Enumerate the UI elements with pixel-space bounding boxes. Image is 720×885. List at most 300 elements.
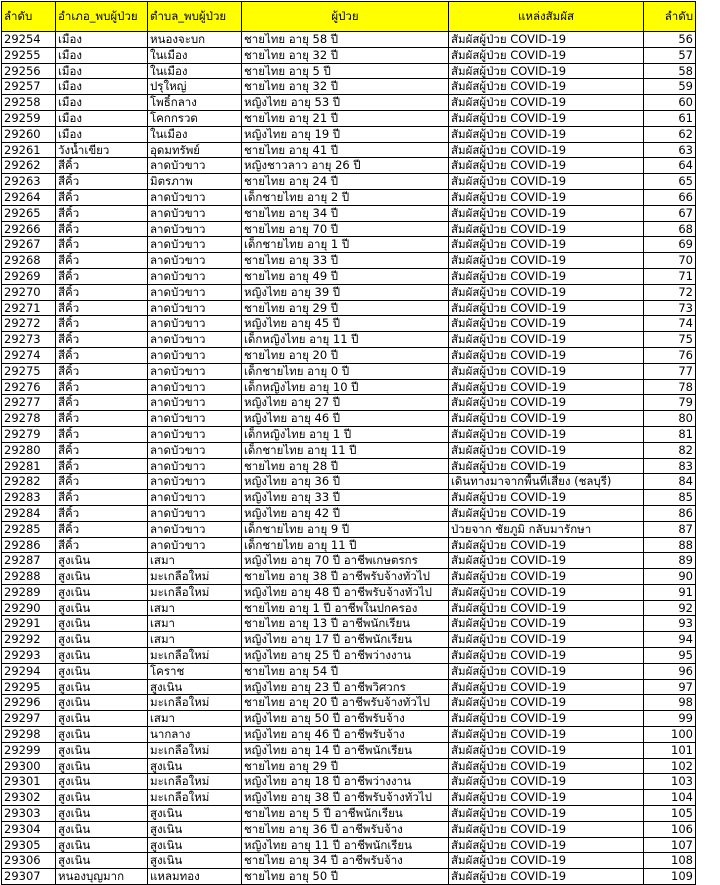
subdistrict-cell: ปรุใหญ่ <box>148 79 242 95</box>
subdistrict-cell: ลาดบัวขาว <box>148 379 242 395</box>
district-cell: สีคิ้ว <box>56 458 148 474</box>
case-number-cell: 29260 <box>2 126 56 142</box>
table-row <box>2 853 696 869</box>
order-cell: 109 <box>644 869 696 885</box>
patient-cell: ชายไทย อายุ 36 ปี อาชีพรับจ้าง <box>242 821 449 837</box>
subdistrict-cell: สูงเนิน <box>148 853 242 869</box>
source-cell: สัมผัสผู้ป่วย COVID-19 <box>449 727 644 743</box>
table-header <box>2 2 696 32</box>
table-row <box>2 474 696 490</box>
subdistrict-cell: โคราช <box>148 663 242 679</box>
subdistrict-cell: เสมา <box>148 711 242 727</box>
order-cell: 59 <box>644 79 696 95</box>
order-cell: 78 <box>644 379 696 395</box>
patient-cell: หญิงไทย อายุ 45 ปี <box>242 316 449 332</box>
subdistrict-cell: มะเกลือใหม่ <box>148 790 242 806</box>
order-cell: 76 <box>644 347 696 363</box>
subdistrict-cell: ลาดบัวขาว <box>148 505 242 521</box>
table-row <box>2 268 696 284</box>
source-cell: สัมผัสผู้ป่วย COVID-19 <box>449 205 644 221</box>
patient-cell: ชายไทย อายุ 41 ปี <box>242 142 449 158</box>
case-number-cell: 29259 <box>2 110 56 126</box>
patient-cell: หญิงไทย อายุ 23 ปี อาชีพวิศวกร <box>242 679 449 695</box>
subdistrict-cell: ลาดบัวขาว <box>148 537 242 553</box>
header-source: แหล่งสัมผัส <box>449 2 644 32</box>
order-cell: 84 <box>644 474 696 490</box>
order-cell: 62 <box>644 126 696 142</box>
order-cell: 65 <box>644 174 696 190</box>
subdistrict-cell: ในเมือง <box>148 47 242 63</box>
order-cell: 85 <box>644 490 696 506</box>
table-row <box>2 332 696 348</box>
case-number-cell: 29288 <box>2 569 56 585</box>
patient-cell: หญิงไทย อายุ 46 ปี อาชีพรับจ้าง <box>242 727 449 743</box>
case-number-cell: 29255 <box>2 47 56 63</box>
source-cell: สัมผัสผู้ป่วย COVID-19 <box>449 79 644 95</box>
order-cell: 80 <box>644 411 696 427</box>
district-cell: เมือง <box>56 126 148 142</box>
table-row <box>2 553 696 569</box>
source-cell: สัมผัสผู้ป่วย COVID-19 <box>449 584 644 600</box>
district-cell: เมือง <box>56 95 148 111</box>
order-cell: 103 <box>644 774 696 790</box>
patient-cell: หญิงไทย อายุ 70 ปี อาชีพเกษตรกร <box>242 553 449 569</box>
district-cell: สีคิ้ว <box>56 442 148 458</box>
table-row <box>2 632 696 648</box>
case-number-cell: 29281 <box>2 458 56 474</box>
order-cell: 61 <box>644 110 696 126</box>
subdistrict-cell: มะเกลือใหม่ <box>148 742 242 758</box>
table-row <box>2 648 696 664</box>
district-cell: สีคิ้ว <box>56 474 148 490</box>
district-cell: เมือง <box>56 110 148 126</box>
table-row <box>2 221 696 237</box>
case-number-cell: 29263 <box>2 174 56 190</box>
subdistrict-cell: ลาดบัวขาว <box>148 205 242 221</box>
order-cell: 102 <box>644 758 696 774</box>
table-row <box>2 616 696 632</box>
district-cell: สีคิ้ว <box>56 521 148 537</box>
source-cell: สัมผัสผู้ป่วย COVID-19 <box>449 695 644 711</box>
table-row <box>2 537 696 553</box>
district-cell: สูงเนิน <box>56 790 148 806</box>
subdistrict-cell: เสมา <box>148 553 242 569</box>
source-cell: สัมผัสผู้ป่วย COVID-19 <box>449 632 644 648</box>
subdistrict-cell: ลาดบัวขาว <box>148 521 242 537</box>
order-cell: 56 <box>644 32 696 48</box>
subdistrict-cell: ลาดบัวขาว <box>148 221 242 237</box>
order-cell: 72 <box>644 284 696 300</box>
order-cell: 93 <box>644 616 696 632</box>
district-cell: สูงเนิน <box>56 853 148 869</box>
patient-cell: ชายไทย อายุ 32 ปี <box>242 79 449 95</box>
source-cell: สัมผัสผู้ป่วย COVID-19 <box>449 379 644 395</box>
patient-cell: หญิงไทย อายุ 25 ปี อาชีพว่างงาน <box>242 648 449 664</box>
subdistrict-cell: เสมา <box>148 632 242 648</box>
patient-cell: ชายไทย อายุ 58 ปี <box>242 32 449 48</box>
patient-cell: ชายไทย อายุ 29 ปี <box>242 300 449 316</box>
source-cell: สัมผัสผู้ป่วย COVID-19 <box>449 221 644 237</box>
source-cell: สัมผัสผู้ป่วย COVID-19 <box>449 774 644 790</box>
subdistrict-cell: ลาดบัวขาว <box>148 442 242 458</box>
case-number-cell: 29296 <box>2 695 56 711</box>
subdistrict-cell: ในเมือง <box>148 126 242 142</box>
patient-cell: เด็กหญิงไทย อายุ 1 ปี <box>242 426 449 442</box>
district-cell: สีคิ้ว <box>56 221 148 237</box>
table-row <box>2 774 696 790</box>
case-number-cell: 29298 <box>2 727 56 743</box>
source-cell: สัมผัสผู้ป่วย COVID-19 <box>449 63 644 79</box>
patient-cell: เด็กชายไทย อายุ 0 ปี <box>242 363 449 379</box>
patient-cell: ชายไทย อายุ 29 ปี <box>242 758 449 774</box>
patient-cell: ชายไทย อายุ 34 ปี อาชีพรับจ้าง <box>242 853 449 869</box>
order-cell: 88 <box>644 537 696 553</box>
case-number-cell: 29285 <box>2 521 56 537</box>
header-order: ลำดับ <box>644 2 696 32</box>
order-cell: 99 <box>644 711 696 727</box>
subdistrict-cell: ลาดบัวขาว <box>148 284 242 300</box>
table-row <box>2 758 696 774</box>
district-cell: สีคิ้ว <box>56 363 148 379</box>
header-subdistrict: ตำบล_พบผู้ป่วย <box>148 2 242 32</box>
order-cell: 91 <box>644 584 696 600</box>
order-cell: 71 <box>644 268 696 284</box>
table-row <box>2 79 696 95</box>
source-cell: สัมผัสผู้ป่วย COVID-19 <box>449 158 644 174</box>
subdistrict-cell: หนองจะบก <box>148 32 242 48</box>
district-cell: สูงเนิน <box>56 648 148 664</box>
district-cell: สูงเนิน <box>56 553 148 569</box>
source-cell: สัมผัสผู้ป่วย COVID-19 <box>449 505 644 521</box>
table-row <box>2 742 696 758</box>
subdistrict-cell: ลาดบัวขาว <box>148 474 242 490</box>
table-row <box>2 142 696 158</box>
source-cell: สัมผัสผู้ป่วย COVID-19 <box>449 142 644 158</box>
district-cell: สีคิ้ว <box>56 300 148 316</box>
subdistrict-cell: ลาดบัวขาว <box>148 347 242 363</box>
case-number-cell: 29305 <box>2 837 56 853</box>
table-row <box>2 32 696 48</box>
district-cell: สีคิ้ว <box>56 158 148 174</box>
patient-cell: ชายไทย อายุ 1 ปี อาชีพในปกครอง <box>242 600 449 616</box>
patient-cell: หญิงไทย อายุ 14 ปี อาชีพนักเรียน <box>242 742 449 758</box>
source-cell: สัมผัสผู้ป่วย COVID-19 <box>449 95 644 111</box>
patient-cell: หญิงไทย อายุ 27 ปี <box>242 395 449 411</box>
source-cell: ป่วยจาก ชัยภูมิ กลับมารักษา <box>449 521 644 537</box>
table-row <box>2 869 696 885</box>
case-number-cell: 29274 <box>2 347 56 363</box>
source-cell: สัมผัสผู้ป่วย COVID-19 <box>449 174 644 190</box>
table-row <box>2 695 696 711</box>
source-cell: สัมผัสผู้ป่วย COVID-19 <box>449 806 644 822</box>
district-cell: สูงเนิน <box>56 774 148 790</box>
case-number-cell: 29262 <box>2 158 56 174</box>
case-number-cell: 29291 <box>2 616 56 632</box>
table-row <box>2 316 696 332</box>
patient-cell: ชายไทย อายุ 33 ปี <box>242 253 449 269</box>
table-row <box>2 837 696 853</box>
source-cell: สัมผัสผู้ป่วย COVID-19 <box>449 332 644 348</box>
order-cell: 96 <box>644 663 696 679</box>
order-cell: 90 <box>644 569 696 585</box>
subdistrict-cell: โคกกรวด <box>148 110 242 126</box>
patient-cell: หญิงไทย อายุ 36 ปี <box>242 474 449 490</box>
case-number-cell: 29289 <box>2 584 56 600</box>
case-number-cell: 29267 <box>2 237 56 253</box>
patient-cell: หญิงชาวลาว อายุ 26 ปี <box>242 158 449 174</box>
patient-cell: ชายไทย อายุ 20 ปี <box>242 347 449 363</box>
order-cell: 73 <box>644 300 696 316</box>
case-number-cell: 29270 <box>2 284 56 300</box>
case-number-cell: 29278 <box>2 411 56 427</box>
subdistrict-cell: ลาดบัวขาว <box>148 395 242 411</box>
table-row <box>2 505 696 521</box>
district-cell: สีคิ้ว <box>56 174 148 190</box>
patient-cell: ชายไทย อายุ 13 ปี อาชีพนักเรียน <box>242 616 449 632</box>
subdistrict-cell: ลาดบัวขาว <box>148 490 242 506</box>
order-cell: 83 <box>644 458 696 474</box>
district-cell: สูงเนิน <box>56 584 148 600</box>
district-cell: สูงเนิน <box>56 821 148 837</box>
subdistrict-cell: ลาดบัวขาว <box>148 189 242 205</box>
table-row <box>2 237 696 253</box>
subdistrict-cell: ลาดบัวขาว <box>148 300 242 316</box>
table-row <box>2 95 696 111</box>
district-cell: สูงเนิน <box>56 632 148 648</box>
source-cell: สัมผัสผู้ป่วย COVID-19 <box>449 821 644 837</box>
district-cell: สีคิ้ว <box>56 347 148 363</box>
order-cell: 104 <box>644 790 696 806</box>
district-cell: สีคิ้ว <box>56 426 148 442</box>
patient-cell: ชายไทย อายุ 20 ปี อาชีพรับจ้างทั่วไป <box>242 695 449 711</box>
source-cell: สัมผัสผู้ป่วย COVID-19 <box>449 32 644 48</box>
patient-cell: ชายไทย อายุ 28 ปี <box>242 458 449 474</box>
table-row <box>2 426 696 442</box>
district-cell: สูงเนิน <box>56 679 148 695</box>
subdistrict-cell: ในเมือง <box>148 63 242 79</box>
table-row <box>2 490 696 506</box>
case-number-cell: 29304 <box>2 821 56 837</box>
district-cell: สูงเนิน <box>56 837 148 853</box>
table-row <box>2 584 696 600</box>
order-cell: 77 <box>644 363 696 379</box>
subdistrict-cell: มะเกลือใหม่ <box>148 695 242 711</box>
source-cell: สัมผัสผู้ป่วย COVID-19 <box>449 553 644 569</box>
case-number-cell: 29282 <box>2 474 56 490</box>
header-patient: ผู้ป่วย <box>242 2 449 32</box>
case-number-cell: 29286 <box>2 537 56 553</box>
district-cell: สูงเนิน <box>56 663 148 679</box>
source-cell: สัมผัสผู้ป่วย COVID-19 <box>449 268 644 284</box>
district-cell: สีคิ้ว <box>56 237 148 253</box>
table-row <box>2 458 696 474</box>
order-cell: 75 <box>644 332 696 348</box>
patient-cell: เด็กหญิงไทย อายุ 11 ปี <box>242 332 449 348</box>
order-cell: 86 <box>644 505 696 521</box>
subdistrict-cell: มิตรภาพ <box>148 174 242 190</box>
case-number-cell: 29292 <box>2 632 56 648</box>
order-cell: 70 <box>644 253 696 269</box>
table-row <box>2 189 696 205</box>
case-number-cell: 29277 <box>2 395 56 411</box>
subdistrict-cell: มะเกลือใหม่ <box>148 648 242 664</box>
source-cell: เดินทางมาจากพื้นที่เสี่ยง (ชลบุรี) <box>449 474 644 490</box>
order-cell: 64 <box>644 158 696 174</box>
patient-cell: หญิงไทย อายุ 48 ปี อาชีพรับจ้างทั่วไป <box>242 584 449 600</box>
source-cell: สัมผัสผู้ป่วย COVID-19 <box>449 853 644 869</box>
source-cell: สัมผัสผู้ป่วย COVID-19 <box>449 411 644 427</box>
district-cell: สีคิ้ว <box>56 537 148 553</box>
case-number-cell: 29297 <box>2 711 56 727</box>
subdistrict-cell: เสมา <box>148 616 242 632</box>
order-cell: 105 <box>644 806 696 822</box>
district-cell: สีคิ้ว <box>56 395 148 411</box>
subdistrict-cell: สูงเนิน <box>148 821 242 837</box>
case-number-cell: 29269 <box>2 268 56 284</box>
case-number-cell: 29272 <box>2 316 56 332</box>
case-number-cell: 29283 <box>2 490 56 506</box>
case-number-cell: 29294 <box>2 663 56 679</box>
subdistrict-cell: โพธิ์กลาง <box>148 95 242 111</box>
district-cell: สีคิ้ว <box>56 284 148 300</box>
district-cell: สีคิ้ว <box>56 379 148 395</box>
case-number-cell: 29271 <box>2 300 56 316</box>
source-cell: สัมผัสผู้ป่วย COVID-19 <box>449 47 644 63</box>
district-cell: สีคิ้ว <box>56 411 148 427</box>
table-row <box>2 205 696 221</box>
order-cell: 101 <box>644 742 696 758</box>
district-cell: สูงเนิน <box>56 727 148 743</box>
source-cell: สัมผัสผู้ป่วย COVID-19 <box>449 363 644 379</box>
subdistrict-cell: ลาดบัวขาว <box>148 158 242 174</box>
case-number-cell: 29302 <box>2 790 56 806</box>
patient-cell: ชายไทย อายุ 5 ปี <box>242 63 449 79</box>
patient-cell: ชายไทย อายุ 38 ปี อาชีพรับจ้างทั่วไป <box>242 569 449 585</box>
patient-cell: หญิงไทย อายุ 17 ปี อาชีพนักเรียน <box>242 632 449 648</box>
source-cell: สัมผัสผู้ป่วย COVID-19 <box>449 537 644 553</box>
table-row <box>2 821 696 837</box>
table-row <box>2 727 696 743</box>
case-number-cell: 29299 <box>2 742 56 758</box>
case-number-cell: 29293 <box>2 648 56 664</box>
case-number-cell: 29254 <box>2 32 56 48</box>
subdistrict-cell: มะเกลือใหม่ <box>148 569 242 585</box>
patient-cell: หญิงไทย อายุ 18 ปี อาชีพว่างงาน <box>242 774 449 790</box>
patient-cell: ชายไทย อายุ 49 ปี <box>242 268 449 284</box>
table-row <box>2 569 696 585</box>
patient-cell: ชายไทย อายุ 24 ปี <box>242 174 449 190</box>
patient-cell: หญิงไทย อายุ 33 ปี <box>242 490 449 506</box>
district-cell: สีคิ้ว <box>56 253 148 269</box>
order-cell: 97 <box>644 679 696 695</box>
district-cell: สีคิ้ว <box>56 316 148 332</box>
order-cell: 100 <box>644 727 696 743</box>
source-cell: สัมผัสผู้ป่วย COVID-19 <box>449 347 644 363</box>
table-row <box>2 790 696 806</box>
subdistrict-cell: สูงเนิน <box>148 837 242 853</box>
table-row <box>2 521 696 537</box>
table-row <box>2 379 696 395</box>
header-district: อำเภอ_พบผู้ป่วย <box>56 2 148 32</box>
case-number-cell: 29303 <box>2 806 56 822</box>
patient-cell: หญิงไทย อายุ 50 ปี อาชีพรับจ้าง <box>242 711 449 727</box>
subdistrict-cell: อุดมทรัพย์ <box>148 142 242 158</box>
patient-cell: เด็กหญิงไทย อายุ 10 ปี <box>242 379 449 395</box>
patient-cell: ชายไทย อายุ 34 ปี <box>242 205 449 221</box>
case-table <box>1 1 696 885</box>
source-cell: สัมผัสผู้ป่วย COVID-19 <box>449 758 644 774</box>
patient-cell: เด็กชายไทย อายุ 11 ปี <box>242 537 449 553</box>
patient-cell: เด็กชายไทย อายุ 9 ปี <box>242 521 449 537</box>
table-row <box>2 711 696 727</box>
order-cell: 57 <box>644 47 696 63</box>
district-cell: สีคิ้ว <box>56 332 148 348</box>
district-cell: สูงเนิน <box>56 711 148 727</box>
district-cell: สีคิ้ว <box>56 490 148 506</box>
case-number-cell: 29290 <box>2 600 56 616</box>
source-cell: สัมผัสผู้ป่วย COVID-19 <box>449 679 644 695</box>
patient-cell: หญิงไทย อายุ 46 ปี <box>242 411 449 427</box>
case-number-cell: 29261 <box>2 142 56 158</box>
case-number-cell: 29301 <box>2 774 56 790</box>
case-number-cell: 29300 <box>2 758 56 774</box>
source-cell: สัมผัสผู้ป่วย COVID-19 <box>449 458 644 474</box>
district-cell: หนองบุญมาก <box>56 869 148 885</box>
header-row <box>2 2 696 32</box>
district-cell: สีคิ้ว <box>56 268 148 284</box>
table-row <box>2 806 696 822</box>
source-cell: สัมผัสผู้ป่วย COVID-19 <box>449 300 644 316</box>
patient-cell: ชายไทย อายุ 32 ปี <box>242 47 449 63</box>
district-cell: สูงเนิน <box>56 806 148 822</box>
order-cell: 81 <box>644 426 696 442</box>
order-cell: 58 <box>644 63 696 79</box>
district-cell: สูงเนิน <box>56 569 148 585</box>
district-cell: เมือง <box>56 79 148 95</box>
case-number-cell: 29279 <box>2 426 56 442</box>
district-cell: สูงเนิน <box>56 742 148 758</box>
district-cell: สีคิ้ว <box>56 189 148 205</box>
table-row <box>2 284 696 300</box>
case-number-cell: 29306 <box>2 853 56 869</box>
subdistrict-cell: ลาดบัวขาว <box>148 253 242 269</box>
subdistrict-cell: สูงเนิน <box>148 758 242 774</box>
subdistrict-cell: นากลาง <box>148 727 242 743</box>
table-row <box>2 347 696 363</box>
order-cell: 95 <box>644 648 696 664</box>
table-row <box>2 679 696 695</box>
district-cell: เมือง <box>56 47 148 63</box>
order-cell: 108 <box>644 853 696 869</box>
subdistrict-cell: เสมา <box>148 600 242 616</box>
source-cell: สัมผัสผู้ป่วย COVID-19 <box>449 600 644 616</box>
patient-cell: หญิงไทย อายุ 39 ปี <box>242 284 449 300</box>
patient-cell: หญิงไทย อายุ 38 ปี อาชีพรับจ้างทั่วไป <box>242 790 449 806</box>
patient-cell: เด็กชายไทย อายุ 1 ปี <box>242 237 449 253</box>
table-row <box>2 174 696 190</box>
patient-cell: หญิงไทย อายุ 42 ปี <box>242 505 449 521</box>
source-cell: สัมผัสผู้ป่วย COVID-19 <box>449 237 644 253</box>
patient-cell: ชายไทย อายุ 70 ปี <box>242 221 449 237</box>
case-number-cell: 29258 <box>2 95 56 111</box>
subdistrict-cell: ลาดบัวขาว <box>148 316 242 332</box>
order-cell: 82 <box>644 442 696 458</box>
source-cell: สัมผัสผู้ป่วย COVID-19 <box>449 711 644 727</box>
header-case-number: ลำดับ <box>2 2 56 32</box>
table-row <box>2 110 696 126</box>
case-number-cell: 29275 <box>2 363 56 379</box>
table-row <box>2 300 696 316</box>
